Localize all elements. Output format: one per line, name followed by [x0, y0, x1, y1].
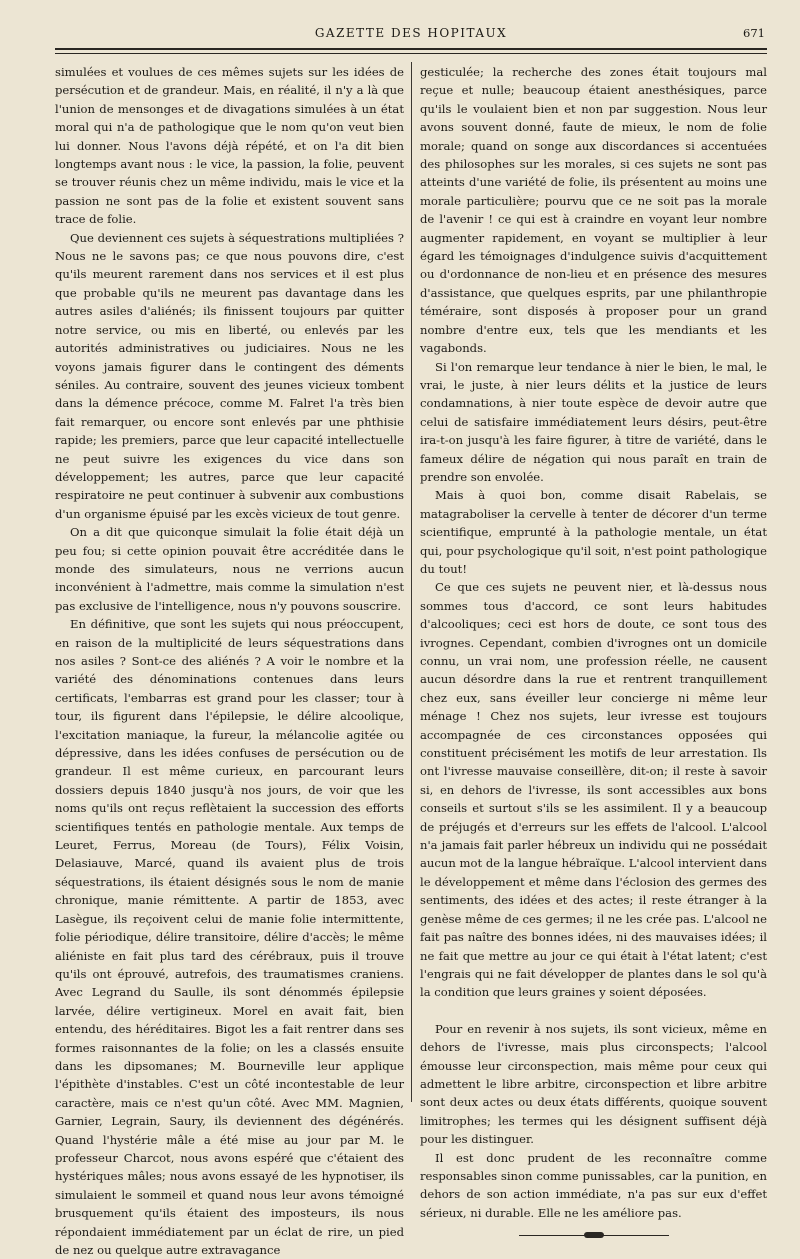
right-column: [420, 63, 767, 1220]
page-header: [55, 22, 767, 46]
paragraph: Si l'on remarque leur tendance à nier le bien, le mal, le vrai, le juste, à nier leurs délits et la justice de leurs condamnations, à nier toute espèce de devoir autre que celui de satisfaire immédiatement leurs désirs, peut-être ira-t-on jusqu'à les faire figurer, à titre de variété, dans le fameux délire de négation qui nous paraît en train de prendre son envolée.: [420, 359, 767, 484]
paragraph: Que deviennent ces sujets à séquestrations multipliées ? Nous ne le savons pas; ce que nous pouvons dire, c'est qu'ils meurent rarement dans nos services et il est plus que probable qu'ils ne meurent pas davantage dans les autres asiles d'aliénés; ils finissent toujours par quitter notre service, ou mis en liberté, ou enlevés par les autorités administratives ou judiciaires. Nous ne les voyons jamais figurer dans le contingent des déments séniles. Au contraire, souvent des jeunes vicieux tombent dans la démence précoce, comme M. Falret l'a très bien fait remarquer, ou encore sont enlevés par une phthisie rapide; les premiers, parce que leur capacité intellectuelle ne peut suivre les exigences du vice dans son développement; les autres, parce que leur capacité respiratoire ne peut continuer à subvenir aux combustions d'un organisme épuisé par les excès vicieux de tout genre.: [55, 230, 404, 521]
ornament-dot: [584, 1232, 604, 1238]
running-head: GAZETTE DES HOPITAUX: [314, 26, 508, 40]
page-number: 671: [743, 26, 765, 40]
column-divider: [411, 62, 412, 1102]
paragraph: Ce que ces sujets ne peuvent nier, et là-dessus nous sommes tous d'accord, ce sont leurs habitudes d'alcooliques; ceci est hors de doute, ce sont tous des ivrognes. Cependant, combien d'ivrognes ont un domicile connu, un vrai nom, une profession réelle, ne causent aucun désordre dans la rue et rentrent tranquillement chez eux, sans éveiller leur concierge ni même leur ménage ! Chez nos sujets, leur ivresse est toujours accompagnée de ces circonstances opposées qui constituent précisément les motifs de leur arrestation. Ils ont l'ivresse mauvaise conseillère, dit-on; il reste à savoir si, en dehors de l'ivresse, ils sont accessibles aux bons conseils et surtout s'ils se les assimilent. Il y a beaucoup de préjugés et d'erreurs sur les effets de l'alcool. L'alcool n'a jamais fait parler hébreux un individu qui ne possédait aucun mot de la langue hébraïque. L'alcool intervient dans le développement et même dans l'éclosion des germes des sentiments, des idées et des actes; il reste étranger à la genèse même de ces germes; il ne les crée pas. L'alcool ne fait pas naître des bonnes idées, ni des mauvaises idées; il ne fait que mettre au jour ce qui était à l'état latent; c'est l'engrais qui ne fait développer de plantes dans le sol qu'à la condition que leurs graines y soient déposées.: [420, 580, 767, 1000]
left-column: [55, 63, 404, 1257]
paragraph: simulées et voulues de ces mêmes sujets sur les idées de persécution et de grandeur. Mais, en réalité, il n'y a là que l'union de mensonges et de divagations simulées à un état moral qui n'a de pathologique que le nom qu'on veut bien lui donner. Nous l'avons déjà répété, et on l'a dit bien longtemps avant nous : le vice, la passion, la folie, peuvent se trouver réunis chez un même individu, mais le vice et la passion ne sont pas de la folie et existent souvent sans trace de folie.: [55, 65, 404, 227]
paragraph: On a dit que quiconque simulait la folie était déjà un peu fou; si cette opinion pouvait être accréditée dans le monde des simulateurs, nous ne verrions aucun inconvénient à l'admettre, mais comme la simulation n'est pas exclusive de l'intelligence, nous n'y pouvons souscrire.: [55, 525, 404, 613]
paragraph: Pour en revenir à nos sujets, ils sont vicieux, même en dehors de l'ivresse, mais plus circonspects; l'alcool émousse leur circonspection, mais même pour ceux qui admettent le libre arbitre, circonspection et libre arbitre sont deux actes ou deux états différents, quoique souvent limitrophes; les termes qui les désignent suffisent déjà pour les distinguer.: [420, 1021, 767, 1147]
paragraph: En définitive, que sont les sujets qui nous préoccupent, en raison de la multiplicité de leurs séquestrations dans nos asiles ? Sont-ce des aliénés ? A voir le nombre et la variété des dénominations contenues dans leurs certificats, l'embarras est grand pour les classer; tour à tour, ils figurent dans l'épilepsie, le délire alcoolique, l'excitation maniaque, la fureur, la mélancolie agitée ou dépressive, dans les idées confuses de persécution ou de grandeur. Il est même curieux, en parcourant leurs dossiers depuis 1840 jusqu'à nos jours, de voir que les noms qu'ils ont reçus reflètaient la succession des efforts scientifiques tentés en pathologie mentale. Aux temps de Leuret, Ferrus, Moreau (de Tours), Félix Voisin, Delasiauve, Marcé, quand ils avaient plus de trois séquestrations, ils étaient désignés sous le nom de manie chronique, manie rémittente. A partir de 1853, avec Lasègue, ils reçoivent celui de manie folie intermittente, folie périodique, délire transitoire, délire d'accès; le même aliéniste en fait plus tard des cérébraux, puis il trouve qu'ils ont éprouvé, autrefois, des traumatismes craniens. Avec Legrand du Saulle, ils sont dénommés épilepsie larvée, délire vertigineux. Morel en avait fait, bien entendu, des héréditaires. Bigot les a fait rentrer dans ses formes raisonnantes de la folie; on les a classés ensuite dans les dipsomanes; M. Bourneville leur applique l'épithète d'instables. C'est un côté incontestable de leur caractère, mais ce n'est qu'un côté. Avec MM. Magnien, Garnier, Legrain, Saury, ils deviennent des dégénérés. Quand l'hystérie mâle a été mise au jour par M. le professeur Charcot, nous avons espéré que c'étaient des hystériques mâles; nous avons essayé de les hypnotiser, ils simulaient le sommeil et quand nous leur avons témoigné brusquement qu'ils étaient des imposteurs, ils nous répondaient immédiatement par un éclat de rire, un pied de nez ou quelque autre extravagance: [55, 617, 404, 1257]
end-ornament: [519, 1232, 669, 1240]
header-rule-thick: [55, 48, 767, 50]
paragraph: Il est donc prudent de les reconnaître comme responsables sinon comme punissables, car la punition, en dehors de son action immédiate, n'a pas sur eux d'effet sérieux, ni durable. Elle ne les améliore pas.: [420, 1150, 767, 1220]
header-rule-thin: [55, 53, 767, 54]
paragraph: Mais à quoi bon, comme disait Rabelais, se matagraboliser la cervelle à tenter de décorer d'un terme scientifique, emprunté à la pathologie mentale, un état qui, pour psychologique qu'il soit, n'est point pathologique du tout!: [420, 488, 767, 576]
paragraph: gesticulée; la recherche des zones était toujours mal reçue et nulle; beaucoup étaient anesthésiques, parce qu'ils le voulaient bien et non par suggestion. Nous leur avons souvent donné, faute de mieux, le nom de folie morale; quand on songe aux discordances si accentuées des philosophes sur les morales, si ces sujets ne sont pas atteints d'une variété de folie, ils présentent au moins une morale particulière; pourvu que ce ne soit pas la morale de l'avenir ! ce qui est à craindre en voyant leur nombre augmenter rapidement, en voyant se multiplier à leur égard les témoignages d'indulgence suivis d'acquittement ou d'ordonnance de non-lieu et en présence des mesures d'assistance, que quelques esprits, par une philanthropie téméraire, sont disposés à proposer pour un grand nombre d'entre eux, tels que les mendiants et les vagabonds.: [420, 65, 767, 356]
